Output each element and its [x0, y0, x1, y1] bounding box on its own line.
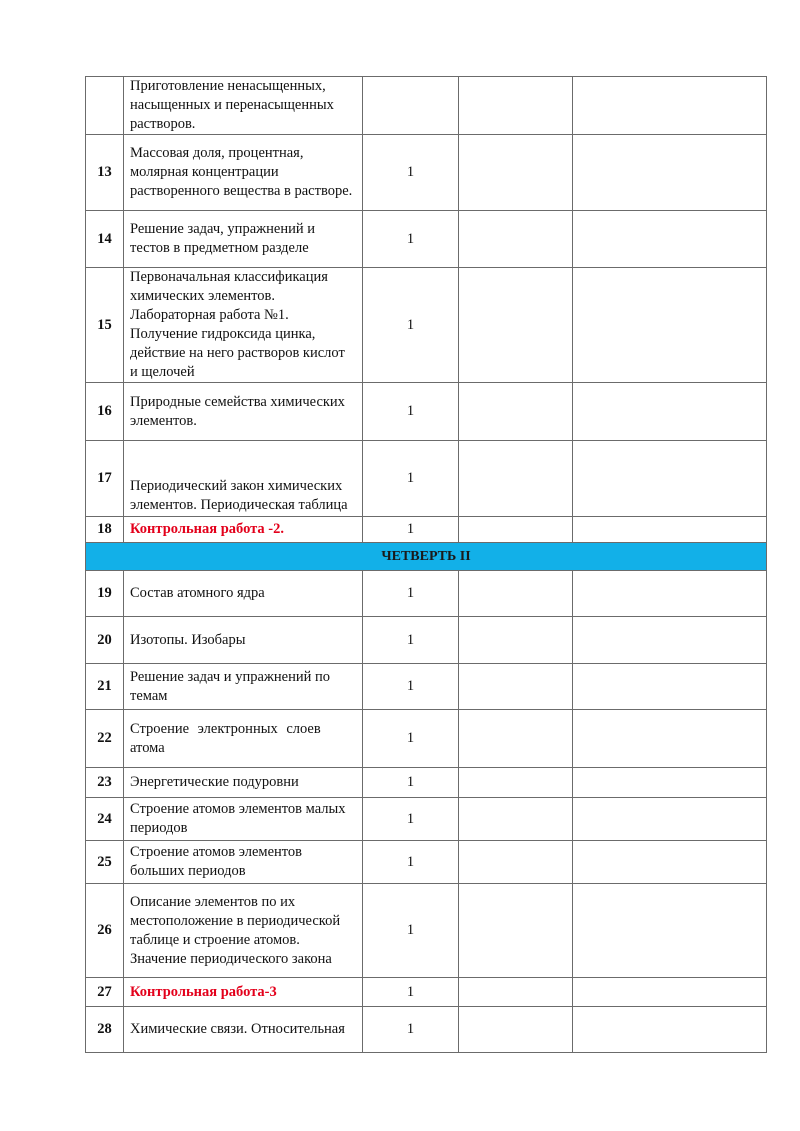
lesson-hours: 1: [363, 664, 459, 710]
lesson-hours: 1: [363, 978, 459, 1007]
date-cell: [459, 571, 573, 617]
date-cell: [459, 517, 573, 543]
table-row: [86, 517, 767, 543]
table-row: [86, 383, 767, 441]
lesson-hours: 1: [363, 768, 459, 798]
note-cell: [573, 978, 767, 1007]
lesson-topic: Строение атомов элементов малых периодов: [124, 798, 363, 841]
lesson-topic: Решение задач, упражнений и тестов в предметном разделе: [124, 211, 363, 268]
note-cell: [573, 517, 767, 543]
note-cell: [573, 135, 767, 211]
lesson-number: 23: [86, 768, 124, 798]
lesson-number: 25: [86, 841, 124, 884]
lesson-topic: Периодический закон химических элементов. Периодическая таблица: [124, 441, 363, 517]
table-row: [86, 664, 767, 710]
note-cell: [573, 441, 767, 517]
date-cell: [459, 211, 573, 268]
quarter-header-row: [86, 543, 767, 571]
lesson-topic: Строение атомов элементов больших периодов: [124, 841, 363, 884]
date-cell: [459, 884, 573, 978]
lesson-hours: 1: [363, 268, 459, 383]
lesson-number: 21: [86, 664, 124, 710]
lesson-topic: Строение электронных слоев атома: [124, 710, 363, 768]
lesson-number: 24: [86, 798, 124, 841]
table-row: [86, 617, 767, 664]
lesson-topic: Состав атомного ядра: [124, 571, 363, 617]
date-cell: [459, 1007, 573, 1053]
lesson-hours: 1: [363, 798, 459, 841]
date-cell: [459, 268, 573, 383]
table-row: [86, 268, 767, 383]
table-row: [86, 978, 767, 1007]
lesson-hours: 1: [363, 1007, 459, 1053]
table-row: [86, 571, 767, 617]
lesson-topic: Химические связи. Относительная: [124, 1007, 363, 1053]
lesson-number: 16: [86, 383, 124, 441]
note-cell: [573, 268, 767, 383]
lesson-topic-control-work: Контрольная работа -2.: [124, 517, 363, 543]
note-cell: [573, 617, 767, 664]
lesson-hours: 1: [363, 571, 459, 617]
lesson-hours: 1: [363, 441, 459, 517]
note-cell: [573, 1007, 767, 1053]
date-cell: [459, 441, 573, 517]
note-cell: [573, 710, 767, 768]
note-cell: [573, 768, 767, 798]
table-row: [86, 1007, 767, 1053]
lesson-topic: Приготовление ненасыщенных, насыщенных и перенасыщенных растворов.: [124, 77, 363, 135]
lesson-number: [86, 77, 124, 135]
lesson-topic: Массовая доля, процентная, молярная концентрации растворенного вещества в растворе.: [124, 135, 363, 211]
date-cell: [459, 664, 573, 710]
lesson-number: 22: [86, 710, 124, 768]
lesson-number: 14: [86, 211, 124, 268]
lesson-topic: Решение задач и упражнений по темам: [124, 664, 363, 710]
lesson-hours: 1: [363, 617, 459, 664]
lesson-plan-table: [85, 76, 767, 1053]
lesson-topic: Природные семейства химических элементов.: [124, 383, 363, 441]
note-cell: [573, 884, 767, 978]
lesson-number: 28: [86, 1007, 124, 1053]
lesson-hours: 1: [363, 383, 459, 441]
lesson-number: 15: [86, 268, 124, 383]
date-cell: [459, 768, 573, 798]
date-cell: [459, 798, 573, 841]
lesson-topic: Изотопы. Изобары: [124, 617, 363, 664]
date-cell: [459, 841, 573, 884]
note-cell: [573, 664, 767, 710]
lesson-hours: 1: [363, 135, 459, 211]
lesson-number: 27: [86, 978, 124, 1007]
table-row: [86, 798, 767, 841]
note-cell: [573, 571, 767, 617]
date-cell: [459, 617, 573, 664]
table-row: [86, 135, 767, 211]
date-cell: [459, 710, 573, 768]
lesson-number: 13: [86, 135, 124, 211]
date-cell: [459, 978, 573, 1007]
lesson-number: 18: [86, 517, 124, 543]
note-cell: [573, 841, 767, 884]
table-row: [86, 841, 767, 884]
lesson-number: 20: [86, 617, 124, 664]
lesson-hours: 1: [363, 710, 459, 768]
note-cell: [573, 211, 767, 268]
lesson-hours: [363, 77, 459, 135]
lesson-topic: Описание элементов по их местоположение в периодической таблице и строение атомов. Значение периодического закона: [124, 884, 363, 978]
lesson-hours: 1: [363, 517, 459, 543]
lesson-number: 26: [86, 884, 124, 978]
lesson-number: 17: [86, 441, 124, 517]
date-cell: [459, 383, 573, 441]
lesson-hours: 1: [363, 841, 459, 884]
table-row: [86, 211, 767, 268]
note-cell: [573, 77, 767, 135]
quarter-title: ЧЕТВЕРТЬ II: [86, 543, 767, 571]
table-row: [86, 77, 767, 135]
table-row: [86, 768, 767, 798]
date-cell: [459, 135, 573, 211]
table-row: [86, 884, 767, 978]
lesson-topic-control-work: Контрольная работа-3: [124, 978, 363, 1007]
note-cell: [573, 383, 767, 441]
table-row: [86, 441, 767, 517]
date-cell: [459, 77, 573, 135]
lesson-number: 19: [86, 571, 124, 617]
table-row: [86, 710, 767, 768]
lesson-topic: Энергетические подуровни: [124, 768, 363, 798]
lesson-hours: 1: [363, 211, 459, 268]
note-cell: [573, 798, 767, 841]
lesson-topic: Первоначальная классификация химических элементов. Лабораторная работа №1. Получение гидроксида цинка, действие на него растворов кислот и щелочей: [124, 268, 363, 383]
lesson-hours: 1: [363, 884, 459, 978]
